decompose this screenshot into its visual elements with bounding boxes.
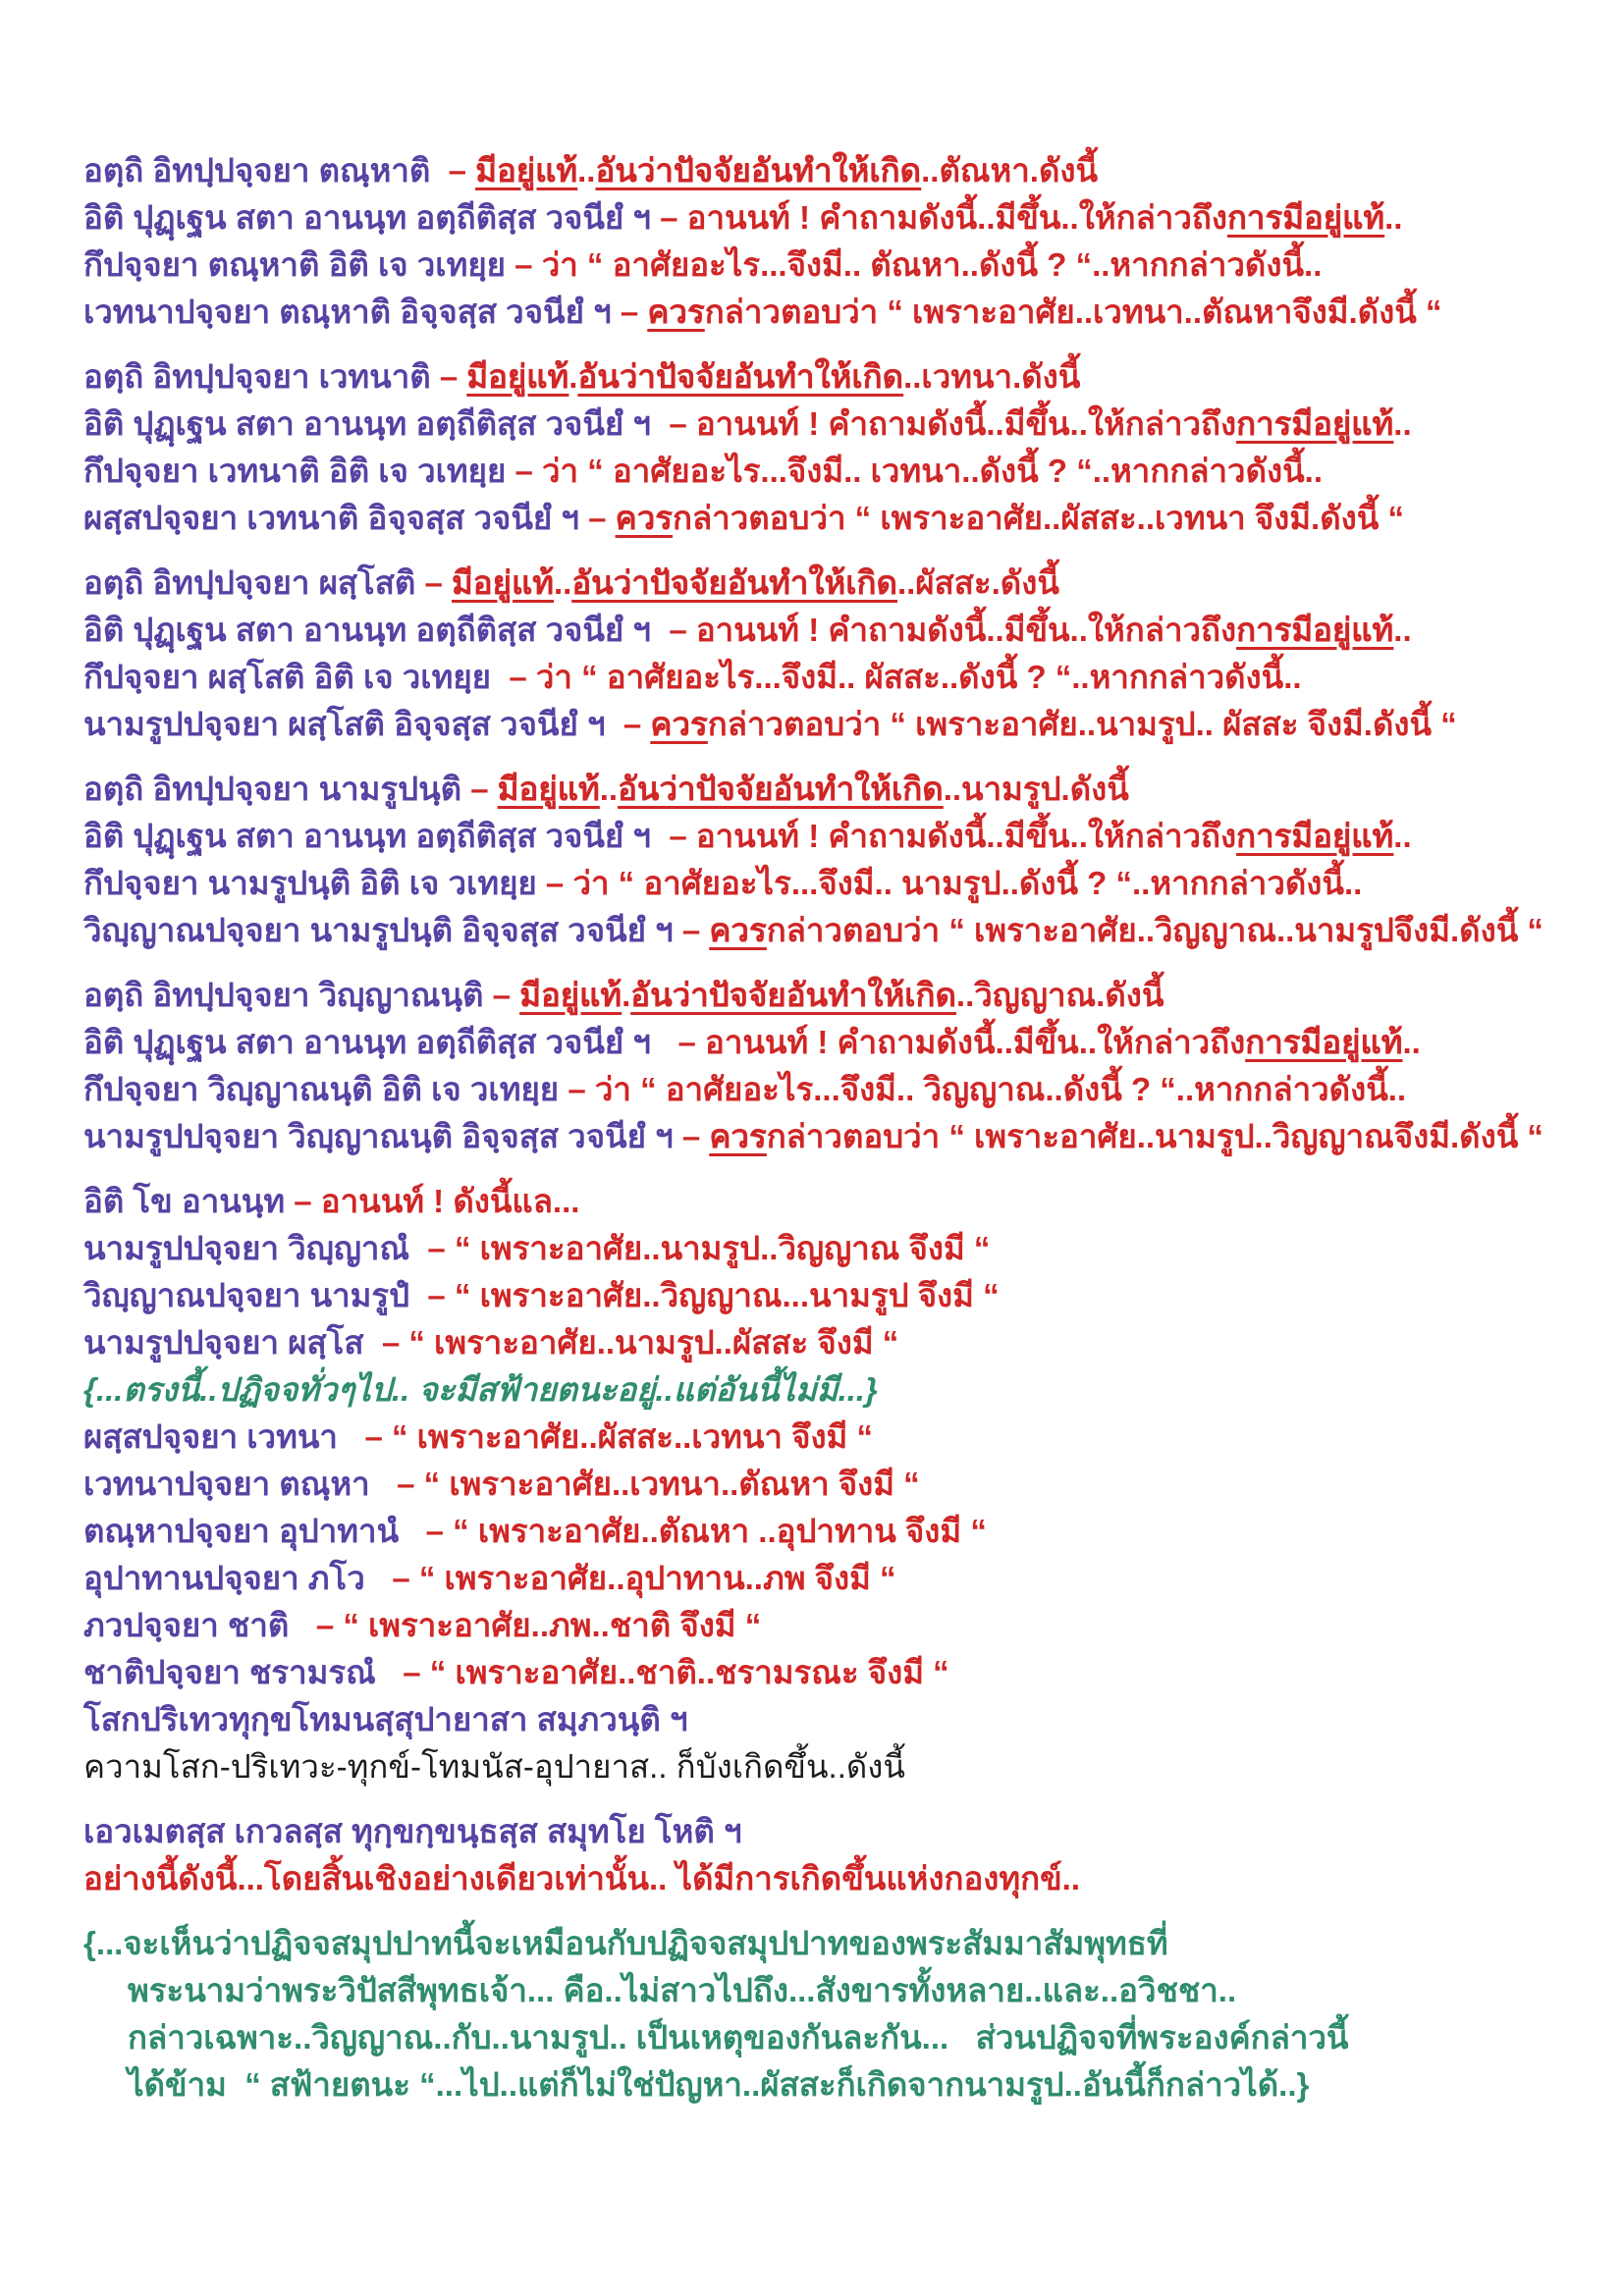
qa-block-namarupa <box>83 766 1595 954</box>
text-segment: – <box>424 564 453 601</box>
text-line <box>83 1414 1595 1461</box>
closing-section <box>83 1808 1595 1902</box>
text-segment: กึปจฺจยา ผสฺโสติ อิติ เจ วเทยฺย <box>83 659 510 695</box>
text-segment: ควร <box>615 500 673 536</box>
text-segment: กึปจฺจยา ตณฺหาติ อิติ เจ วเทยฺย <box>83 246 515 283</box>
text-segment: การมีอยู่แท้ <box>1236 612 1394 648</box>
text-line <box>83 972 1595 1019</box>
text-segment: ควร <box>650 706 708 742</box>
text-segment: การมีอยู่แท้ <box>1236 405 1394 442</box>
text-segment: ควร <box>709 1118 767 1154</box>
text-segment: ได้ข้าม “ สฟ้ายตนะ “...ไป..แต่ก็ไม่ใช่ปัญหา..ผัสสะก็เกิดจากนามรูป..อันนี้ก็กล่าวได้..} <box>128 2066 1310 2103</box>
text-segment: นามรูปปจฺจยา วิญฺญาณํ <box>83 1230 428 1266</box>
text-segment: ..ผัสสะ.ดังนี้ <box>896 564 1059 601</box>
text-line <box>83 147 1595 194</box>
text-line <box>83 1225 1595 1272</box>
text-segment: ..ตัณหา.ดังนี้ <box>921 152 1099 188</box>
text-line <box>83 1920 1595 1967</box>
text-segment: – “ เพราะอาศัย..ตัณหา ..อุปาทาน จึงมี “ <box>425 1513 987 1549</box>
text-line <box>83 1113 1595 1160</box>
text-segment: มีอยู่แท้ <box>519 977 623 1013</box>
text-segment: – “ เพราะอาศัย..ผัสสะ..เวทนา จึงมี “ <box>364 1418 873 1455</box>
text-segment: นามรูปปจฺจยา ผสฺโสติ อิจฺจสฺส วจนียํ ฯ <box>83 706 623 742</box>
text-line <box>83 1855 1595 1902</box>
text-line <box>83 907 1595 954</box>
text-segment: {...ตรงนี้..ปฏิจจทั่วๆไป.. จะมีสฟ้ายตนะอยู่..แต่อันนี้ไม่มี...} <box>83 1371 878 1408</box>
text-segment: – ว่า “ อาศัยอะไร...จึงมี.. ผัสสะ..ดังนี้ ? “..หากกล่าวดังนี้.. <box>509 659 1302 695</box>
text-segment: โสกปริเทวทุกฺขโทมนสฺสุปายาสา สมฺภวนฺติ ฯ <box>83 1701 688 1737</box>
text-segment: พระนามว่าพระวิปัสสีพุทธเจ้า... คือ..ไม่สาวไปถึง...สังขารทั้งหลาย..และ..อวิชชา.. <box>128 1972 1237 2008</box>
chain-section <box>83 1178 1595 1790</box>
text-segment: – <box>439 358 467 395</box>
text-segment: นามรูปปจฺจยา ผสฺโส <box>83 1324 382 1361</box>
text-segment: ..นามรูป.ดังนี้ <box>943 771 1129 807</box>
text-segment: – <box>681 912 710 948</box>
text-line <box>83 766 1595 813</box>
text-segment: การมีอยู่แท้ <box>1236 818 1394 854</box>
text-segment: ผสฺสปจฺจยา เวทนา <box>83 1418 365 1455</box>
text-segment: กล่าวตอบว่า “ เพราะอาศัย..นามรูป..วิญญาณจึงมี.ดังนี้ “ <box>766 1118 1543 1154</box>
text-line <box>83 1508 1595 1555</box>
text-line <box>83 353 1595 400</box>
text-line <box>83 1649 1595 1696</box>
comment-section <box>83 1920 1595 2109</box>
text-segment: .. <box>599 771 619 807</box>
text-segment: วิญฺญาณปจฺจยา นามรูปนฺติ อิจฺจสฺส วจนียํ ฯ <box>83 912 682 948</box>
text-segment: – “ เพราะอาศัย..เวทนา..ตัณหา จึงมี “ <box>397 1466 920 1502</box>
text-segment: ภวปจฺจยา ชาติ <box>83 1607 316 1643</box>
text-line <box>83 813 1595 860</box>
text-segment: ..เวทนา.ดังนี้ <box>903 358 1081 395</box>
text-segment: อันว่าปัจจัยอันทำให้เกิด <box>618 771 944 807</box>
text-line <box>83 560 1595 607</box>
text-segment: .. <box>1393 405 1412 442</box>
text-line <box>83 1461 1595 1508</box>
text-segment: อตฺถิ อิทปฺปจฺจยา ผสฺโสติ <box>83 564 425 601</box>
text-segment: .. <box>1393 818 1412 854</box>
text-segment: .. <box>1384 199 1403 236</box>
text-line <box>83 607 1595 654</box>
text-segment: – ว่า “ อาศัยอะไร...จึงมี.. นามรูป..ดังนี้ ? “..หากกล่าวดังนี้.. <box>545 865 1363 901</box>
text-segment: .. <box>1402 1024 1421 1060</box>
text-segment: ผสฺสปจฺจยา เวทนาติ อิจฺจสฺส วจนียํ ฯ <box>83 500 589 536</box>
text-segment: มีอยู่แท้ <box>475 152 578 188</box>
text-line <box>83 1019 1595 1066</box>
text-segment: – <box>470 771 498 807</box>
text-segment: มีอยู่แท้ <box>452 564 554 601</box>
text-line <box>83 1555 1595 1602</box>
text-line <box>83 1066 1595 1113</box>
text-segment: การมีอยู่แท้ <box>1245 1024 1403 1060</box>
text-segment: กึปจฺจยา วิญฺญาณนฺติ อิติ เจ วเทยฺย <box>83 1071 568 1107</box>
text-segment: – อานนท์ ! คำถามดังนี้..มีขึ้น..ให้กล่าวถึง <box>669 405 1237 442</box>
text-segment: – อานนท์ ! คำถามดังนี้..มีขึ้น..ให้กล่าวถึง <box>669 612 1237 648</box>
text-line <box>83 1178 1595 1225</box>
text-segment: – <box>623 706 651 742</box>
text-line <box>83 1272 1595 1319</box>
text-segment: กึปจฺจยา นามรูปนฺติ อิติ เจ วเทยฺย <box>83 865 546 901</box>
text-line <box>83 495 1595 542</box>
text-segment: – อานนท์ ! คำถามดังนี้..มีขึ้น..ให้กล่าวถึง <box>677 1024 1246 1060</box>
qa-block-phassa <box>83 560 1595 748</box>
text-line <box>83 701 1595 748</box>
text-line <box>83 400 1595 448</box>
text-segment: – “ เพราะอาศัย..ภพ..ชาติ จึงมี “ <box>315 1607 762 1643</box>
text-segment: กล่าวตอบว่า “ เพราะอาศัย..วิญญาณ..นามรูปจึงมี.ดังนี้ “ <box>766 912 1543 948</box>
text-line <box>83 1366 1595 1414</box>
text-line <box>83 194 1595 241</box>
text-segment: อตฺถิ อิทปฺปจฺจยา นามรูปนฺติ <box>83 771 471 807</box>
text-segment: .. <box>553 564 572 601</box>
text-segment: ควร <box>709 912 767 948</box>
text-segment: อย่างนี้ดังนี้...โดยสิ้นเชิงอย่างเดียวเท่านั้น.. ได้มีการเกิดขึ้นแห่งกองทุกข์.. <box>83 1860 1081 1896</box>
qa-block-tanha <box>83 147 1595 336</box>
text-segment: – <box>681 1118 710 1154</box>
text-segment: อิติ โข อานนฺท <box>83 1183 295 1219</box>
text-line <box>83 1696 1595 1743</box>
text-segment: – “ เพราะอาศัย..ชาติ..ชรามรณะ จึงมี “ <box>403 1654 949 1690</box>
text-segment: – <box>620 294 648 330</box>
text-segment: – ว่า “ อาศัยอะไร...จึงมี.. ตัณหา..ดังนี้ ? “..หากกล่าวดังนี้.. <box>514 246 1323 283</box>
text-segment: อิติ ปุฏฺเฐน สตา อานนฺท อตฺถีติสฺส วจนียํ ฯ <box>83 1024 678 1060</box>
text-segment: กล่าวตอบว่า “ เพราะอาศัย..เวทนา..ตัณหาจึงมี.ดังนี้ “ <box>704 294 1442 330</box>
text-segment: .. <box>1393 612 1412 648</box>
text-segment: ควร <box>647 294 705 330</box>
text-segment: ความโสก-ปริเทวะ-ทุกข์-โทมนัส-อุปายาส.. ก็บังเกิดขึ้น..ดังนี้ <box>83 1748 905 1785</box>
text-segment: อันว่าปัจจัยอันทำให้เกิด <box>630 977 956 1013</box>
text-segment: – “ เพราะอาศัย..นามรูป..วิญญาณ จึงมี “ <box>427 1230 991 1266</box>
text-segment: ..วิญญาณ.ดังนี้ <box>955 977 1164 1013</box>
text-segment: – “ เพราะอาศัย..นามรูป..ผัสสะ จึงมี “ <box>381 1324 899 1361</box>
qa-block-vinnana <box>83 972 1595 1160</box>
text-segment: – อานนท์ ! คำถามดังนี้..มีขึ้น..ให้กล่าวถึง <box>660 199 1227 236</box>
text-line <box>83 2061 1595 2109</box>
text-segment: ตณฺหาปจฺจยา อุปาทานํ <box>83 1513 426 1549</box>
text-segment: – ว่า “ อาศัยอะไร...จึงมี.. วิญญาณ..ดังนี้ ? “..หากกล่าวดังนี้.. <box>568 1071 1407 1107</box>
text-segment: – อานนท์ ! คำถามดังนี้..มีขึ้น..ให้กล่าวถึง <box>669 818 1237 854</box>
text-segment: – อานนท์ ! ดังนี้แล... <box>294 1183 580 1219</box>
text-segment: กล่าวตอบว่า “ เพราะอาศัย..นามรูป.. ผัสสะ จึงมี.ดังนี้ “ <box>707 706 1457 742</box>
text-segment: ชาติปจฺจยา ชรามรณํ <box>83 1654 404 1690</box>
text-line <box>83 289 1595 336</box>
text-segment: อันว่าปัจจัยอันทำให้เกิด <box>595 152 922 188</box>
text-segment: กล่าวเฉพาะ..วิญญาณ..กับ..นามรูป.. เป็นเหตุของกันละกัน... ส่วนปฏิจจที่พระองค์กล่าวนี้ <box>128 2019 1349 2056</box>
text-segment: เอวเมตสฺส เกวลสฺส ทุกฺขกฺขนฺธสฺส สมุทโย โหติ ฯ <box>83 1813 742 1849</box>
text-segment: – “ เพราะอาศัย..อุปาทาน..ภพ จึงมี “ <box>392 1560 896 1596</box>
text-line <box>83 1808 1595 1855</box>
text-segment: อตฺถิ อิทปฺปจฺจยา วิญฺญาณนฺติ <box>83 977 493 1013</box>
text-segment: เวทนาปจฺจยา ตณฺหา <box>83 1466 398 1502</box>
text-segment: กึปจฺจยา เวทนาติ อิติ เจ วเทยฺย <box>83 453 515 489</box>
text-segment: อตฺถิ อิทปฺปจฺจยา ตณฺหาติ <box>83 152 449 188</box>
text-line <box>83 241 1595 289</box>
text-segment: อิติ ปุฏฺเฐน สตา อานนฺท อตฺถีติสฺส วจนียํ ฯ <box>83 199 661 236</box>
text-segment: อิติ ปุฏฺเฐน สตา อานนฺท อตฺถีติสฺส วจนียํ ฯ <box>83 818 670 854</box>
text-segment: .. <box>577 152 596 188</box>
text-segment: อตฺถิ อิทปฺปจฺจยา เวทนาติ <box>83 358 440 395</box>
text-segment: อันว่าปัจจัยอันทำให้เกิด <box>571 564 897 601</box>
text-line <box>83 1319 1595 1366</box>
text-line <box>83 1602 1595 1649</box>
text-segment: – <box>588 500 616 536</box>
text-segment: – “ เพราะอาศัย..วิญญาณ...นามรูป จึงมี “ <box>427 1277 1000 1313</box>
text-segment: มีอยู่แท้ <box>497 771 600 807</box>
text-line <box>83 1967 1595 2014</box>
text-line <box>83 860 1595 907</box>
text-segment: – <box>492 977 520 1013</box>
document-body <box>83 147 1595 2109</box>
text-segment: นามรูปปจฺจยา วิญฺญาณนฺติ อิจฺจสฺส วจนียํ ฯ <box>83 1118 682 1154</box>
text-segment: อิติ ปุฏฺเฐน สตา อานนฺท อตฺถีติสฺส วจนียํ ฯ <box>83 405 670 442</box>
text-line <box>83 1743 1595 1790</box>
text-line <box>83 448 1595 495</box>
text-segment: เวทนาปจฺจยา ตณฺหาติ อิจฺจสฺส วจนียํ ฯ <box>83 294 621 330</box>
text-segment: {...จะเห็นว่าปฏิจจสมุปปาทนี้จะเหมือนกับปฏิจจสมุปปาทของพระสัมมาสัมพุทธที่ <box>83 1925 1168 1961</box>
text-segment: อุปาทานปจฺจยา ภโว <box>83 1560 393 1596</box>
text-segment: มีอยู่แท้ <box>466 358 569 395</box>
text-line <box>83 2014 1595 2061</box>
text-segment: . <box>622 977 631 1013</box>
text-segment: – <box>448 152 476 188</box>
text-line <box>83 654 1595 701</box>
text-segment: อันว่าปัจจัยอันทำให้เกิด <box>577 358 904 395</box>
text-segment: วิญฺญาณปจฺจยา นามรูปํ <box>83 1277 428 1313</box>
text-segment: กล่าวตอบว่า “ เพราะอาศัย..ผัสสะ..เวทนา จึงมี.ดังนี้ “ <box>672 500 1404 536</box>
text-segment: อิติ ปุฏฺเฐน สตา อานนฺท อตฺถีติสฺส วจนียํ ฯ <box>83 612 670 648</box>
text-segment: – ว่า “ อาศัยอะไร...จึงมี.. เวทนา..ดังนี้ ? “..หากกล่าวดังนี้.. <box>514 453 1324 489</box>
text-segment: . <box>568 358 578 395</box>
text-segment: การมีอยู่แท้ <box>1226 199 1385 236</box>
qa-block-vedana <box>83 353 1595 542</box>
